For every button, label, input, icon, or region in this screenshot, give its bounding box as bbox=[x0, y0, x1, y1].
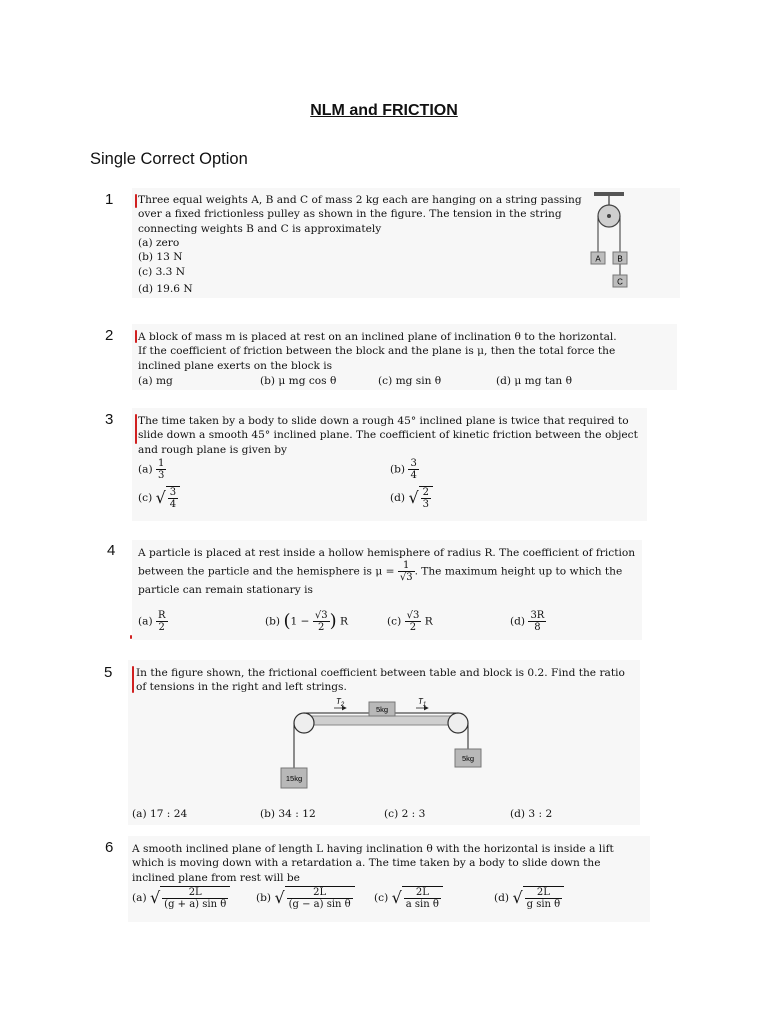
option-c: (c) $\frac{√3}{2}$ R bbox=[387, 610, 433, 633]
option-b: (b) 34 : 12 bbox=[260, 808, 316, 820]
option-b: (b) $\frac{3}{4}$ bbox=[390, 458, 417, 481]
option-d: (d) μ mg tan θ bbox=[496, 375, 573, 387]
option-c: (c) √ $\frac{2L}{\text{a sin θ}}$ bbox=[374, 886, 443, 910]
question-5 bbox=[128, 660, 640, 825]
right-pulley bbox=[448, 713, 468, 733]
annotation-mark bbox=[135, 194, 137, 208]
option-d: (d) 19.6 N bbox=[138, 283, 193, 295]
option-b: (b) √ $\frac{2L}{\text{(g − a) sin θ}}$ bbox=[256, 886, 355, 910]
option-a: (a) $\frac{1}{3}$ bbox=[138, 458, 165, 481]
annotation-mark bbox=[132, 666, 134, 693]
annotation-mark bbox=[130, 635, 132, 639]
option-a: (a) $\frac{R}{2}$ bbox=[138, 610, 166, 633]
question-3 bbox=[132, 408, 647, 521]
question-1 bbox=[132, 188, 680, 298]
option-a: (a) √ $\frac{2L}{\text{(g + a) sin θ}}$ bbox=[132, 886, 230, 910]
block-a-label: A bbox=[595, 254, 601, 264]
question-6 bbox=[128, 836, 650, 922]
section-heading: Single Correct Option bbox=[90, 150, 248, 168]
question-number: 6 bbox=[105, 839, 114, 856]
question-text: In the figure shown, the frictional coefficient between table and block is 0.2. Find the ratio of tensions in the right and left strings. bbox=[136, 667, 625, 694]
option-c: (c) mg sin θ bbox=[378, 375, 442, 387]
question-text: Three equal weights A, B and C of mass 2 kg each are hanging on a string passing over a fixed frictionless pulley as shown in the figure. The tension in the string connecting weights B and C is approximately bbox=[138, 194, 582, 235]
table bbox=[306, 716, 460, 725]
option-a: (a) mg bbox=[138, 375, 173, 387]
left-pulley bbox=[294, 713, 314, 733]
pulley-figure bbox=[590, 192, 636, 292]
question-text: The time taken by a body to slide down a rough 45° inclined plane is twice that required to slide down a smooth 45° inclined plane. The coefficient of kinetic friction between the object and rough plane is given by bbox=[138, 415, 638, 456]
block-b-label: B bbox=[617, 254, 623, 264]
option-c: (c) 2 : 3 bbox=[384, 808, 426, 820]
question-2 bbox=[132, 324, 677, 390]
option-d: (d) √ $\frac{2}{3}$ bbox=[390, 486, 433, 510]
right-block-label: 5kg bbox=[461, 754, 475, 763]
option-c: (c) 3.3 N bbox=[138, 266, 186, 278]
option-a: (a) zero bbox=[138, 237, 180, 249]
option-d: (d) √ $\frac{2L}{\text{g sin θ}}$ bbox=[494, 886, 564, 910]
t2-label: $T_2$ bbox=[336, 697, 345, 708]
left-block-label: 15kg bbox=[285, 774, 303, 783]
question-text: A smooth inclined plane of length L having inclination θ with the horizontal is inside a lift which is moving down with a retardation a. The time taken by a body to slide down the inclined plane from rest will be bbox=[132, 843, 614, 884]
question-4 bbox=[132, 540, 642, 640]
page-title: NLM and FRICTION bbox=[310, 102, 458, 119]
option-b: (b) μ mg cos θ bbox=[260, 375, 337, 387]
annotation-mark bbox=[135, 414, 137, 444]
block-c-label: C bbox=[617, 277, 623, 287]
question-number: 3 bbox=[105, 411, 114, 428]
question-number: 5 bbox=[104, 664, 113, 681]
table-block-label: 5kg bbox=[375, 705, 389, 714]
question-number: 2 bbox=[105, 327, 114, 344]
question-number: 1 bbox=[105, 191, 114, 208]
t1-label: $T_1$ bbox=[418, 697, 427, 708]
question-text: A particle is placed at rest inside a hollow hemisphere of radius R. The coefficient of friction between the particle and the hemisphere is μ = $\frac{1}{√3}$ . The maximum height up to which the particle can remain stationary is bbox=[138, 547, 636, 597]
ceiling-support bbox=[594, 192, 624, 196]
annotation-mark bbox=[135, 330, 137, 343]
question-number: 4 bbox=[107, 542, 116, 559]
table-pulley-figure bbox=[278, 696, 498, 800]
option-d: (d) $\frac{3R}{8}$ bbox=[510, 610, 545, 633]
option-c: (c) √ $\frac{3}{4}$ bbox=[138, 486, 180, 510]
option-b: (b) 13 N bbox=[138, 251, 183, 263]
question-text: A block of mass m is placed at rest on an inclined plane of inclination θ to the horizontal. If the coefficient of friction between the block and the plane is μ, then the total force the inclined plane exerts on the block is bbox=[138, 331, 617, 372]
option-d: (d) 3 : 2 bbox=[510, 808, 553, 820]
option-b: (b) (1 − $\frac{√3}{2}$ ) R bbox=[265, 610, 348, 633]
option-a: (a) 17 : 24 bbox=[132, 808, 188, 820]
